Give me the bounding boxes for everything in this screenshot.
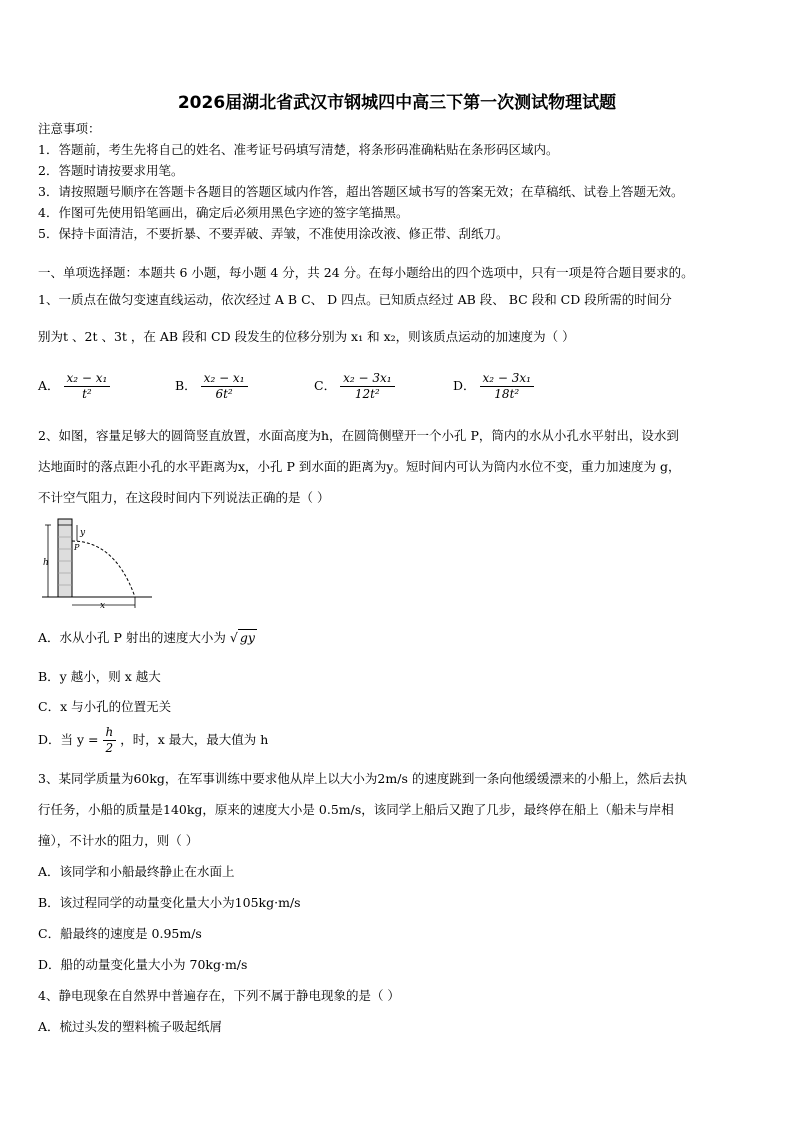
question-1-stem: 别为t 、2t 、3t ，在 AB 段和 CD 段发生的位移分别为 x₁ 和 x₂，则该质点运动的加速度为（ ） xyxy=(38,329,575,344)
fraction: $\frac{\text{x₂ − x₁}}{\text{6t²}}$ xyxy=(201,371,248,402)
option-text: ，时，x 最大，最大值为 h xyxy=(120,732,269,747)
question-2-option-c[interactable]: C．x 与小孔的位置无关 xyxy=(38,699,172,714)
question-2-stem: 2、如图，容量足够大的圆筒竖直放置，水面高度为h，在圆筒侧壁开一个小孔 P，筒内的水从小孔水平射出，设水到 xyxy=(38,428,679,443)
question-3-option-b[interactable]: B．该过程同学的动量变化量大小为105kg·m/s xyxy=(38,895,301,910)
notice-item: 2．答题时请按要求用笔。 xyxy=(38,163,184,178)
question-3-stem: 撞），不计水的阻力，则（ ） xyxy=(38,833,199,848)
question-3-option-c[interactable]: C．船最终的速度是 0.95m/s xyxy=(38,926,202,941)
question-4-option-a[interactable]: A．梳过头发的塑料梳子吸起纸屑 xyxy=(38,1019,223,1034)
option-label: A． xyxy=(38,378,60,393)
question-1-option-b[interactable] xyxy=(175,371,248,402)
notice-item: 4．作图可先使用铅笔画出，确定后必须用黑色字迹的签字笔描黑。 xyxy=(38,205,409,220)
question-3-stem: 3、某同学质量为60kg，在军事训练中要求他从岸上以大小为2m/s 的速度跳到一条向他缓缓漂来的小船上，然后去执 xyxy=(38,771,687,786)
page-title: 2026届湖北省武汉市钢城四中高三下第一次测试物理试题 xyxy=(177,93,617,113)
question-3-option-a[interactable]: A．该同学和小船最终静止在水面上 xyxy=(38,864,235,879)
question-2-option-a[interactable] xyxy=(38,628,257,646)
question-2-option-b[interactable]: B．y 越小，则 x 越大 xyxy=(38,669,161,684)
notice-heading: 注意事项： xyxy=(38,121,101,136)
question-4-stem: 4、静电现象在自然界中普遍存在，下列不属于静电现象的是（ ） xyxy=(38,988,400,1003)
fraction: $\frac{\text{x₂ − x₁}}{\text{t²}}$ xyxy=(64,371,111,402)
cylinder-figure xyxy=(40,517,155,609)
h-label: h xyxy=(43,558,49,568)
option-label: B． xyxy=(175,378,197,393)
option-label: C． xyxy=(314,378,337,393)
option-text: A．水从小孔 P 射出的速度大小为 xyxy=(38,630,226,645)
notice-item: 3．请按照题号顺序在答题卡各题目的答题区域内作答，超出答题区域书写的答案无效；在草稿纸、试卷上答题无效。 xyxy=(38,184,684,199)
question-1-option-d[interactable] xyxy=(453,371,534,402)
sqrt-radicand: gy xyxy=(239,630,255,645)
notice-item: 1．答题前，考生先将自己的姓名、准考证号码填写清楚，将条形码准确粘贴在条形码区域内。 xyxy=(38,142,559,157)
fraction: $\frac{\text{x₂ − 3x₁}}{\text{12t²}}$ xyxy=(340,371,394,402)
y-label: y xyxy=(80,528,86,538)
question-2-option-d[interactable] xyxy=(38,725,268,756)
question-1-option-c[interactable] xyxy=(314,371,395,402)
x-label: x xyxy=(100,601,106,609)
sqrt-icon: √ xyxy=(229,630,238,645)
question-1-stem: 1、一质点在做匀变速直线运动，依次经过 A B C、 D 四点。已知质点经过 AB 段、 BC 段和 CD 段所需的时间分 xyxy=(38,292,672,307)
question-3-option-d[interactable]: D．船的动量变化量大小为 70kg·m/s xyxy=(38,957,248,972)
question-3-stem: 行任务，小船的质量是140kg，原来的速度大小是 0.5m/s，该同学上船后又跑了几步，最终停在船上（船未与岸相 xyxy=(38,802,674,817)
fraction: $\frac{\text{x₂ − 3x₁}}{\text{18t²}}$ xyxy=(480,371,534,402)
option-label: D． xyxy=(453,378,476,393)
question-1-option-a[interactable] xyxy=(38,371,110,402)
p-label: P xyxy=(74,543,80,552)
question-2-stem: 不计空气阻力，在这段时间内下列说法正确的是（ ） xyxy=(38,490,330,505)
fraction: $\frac{h}{2}$ xyxy=(103,725,117,756)
section-heading: 一、单项选择题：本题共 6 小题，每小题 4 分，共 24 分。在每小题给出的四个选项中，只有一项是符合题目要求的。 xyxy=(38,265,694,280)
notice-item: 5．保持卡面清洁，不要折暴、不要弄破、弄皱，不准使用涂改液、修正带、刮纸刀。 xyxy=(38,226,509,241)
option-text: D．当 y = xyxy=(38,732,99,747)
question-2-stem: 达地面时的落点距小孔的水平距离为x，小孔 P 到水面的距离为y。短时间内可认为筒内水位不变，重力加速度为 g， xyxy=(38,459,681,474)
